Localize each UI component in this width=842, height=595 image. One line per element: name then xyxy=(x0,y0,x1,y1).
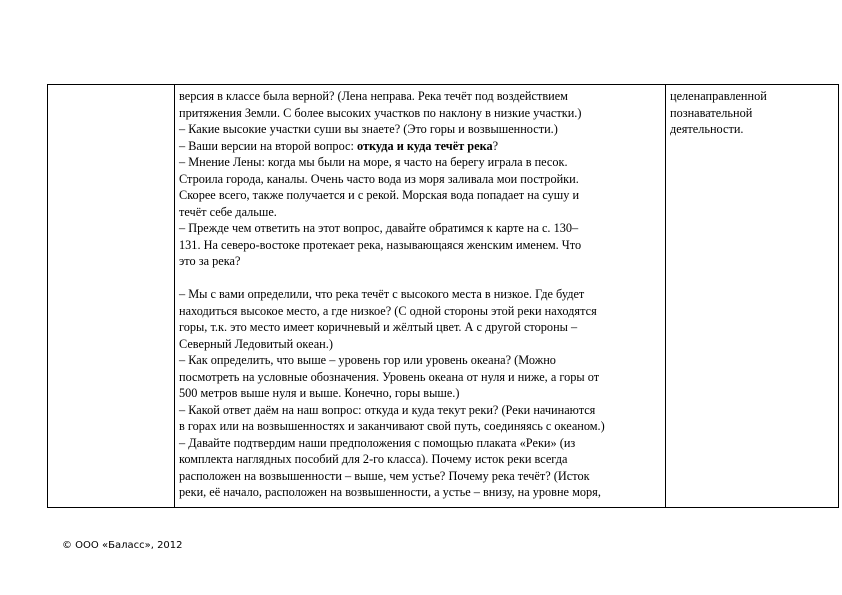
text-line: – Прежде чем ответить на этот вопрос, давайте обратимся к карте на с. 130– xyxy=(179,221,579,235)
text-line: расположен на возвышенности – выше, чем устье? Почему река течёт? (Исток xyxy=(179,468,590,483)
text-line xyxy=(179,270,660,287)
text-line: реки, её начало, расположен на возвышенности, а устье – внизу, на уровне моря, xyxy=(179,485,601,499)
text-line xyxy=(179,138,660,155)
text-line: – Какой ответ даём на наш вопрос: откуда и куда текут реки? (Реки начинаются xyxy=(179,402,596,417)
table-cell-goals xyxy=(666,85,838,507)
bold-question: откуда и куда течёт река xyxy=(356,138,493,153)
content-table xyxy=(47,84,839,508)
text-line: в горах или на возвышенностях и заканчивают свой путь, соединяясь с океаном.) xyxy=(179,419,605,433)
text-line: Строила города, каналы. Очень часто вода из моря заливала мои постройки. xyxy=(179,171,579,186)
text-line: – Как определить, что выше – уровень гор или уровень океана? (Можно xyxy=(179,353,556,367)
table-cell-lesson-text xyxy=(175,85,666,507)
text-line: Скорее всего, также получается и с рекой. Морская вода попадает на сушу и xyxy=(179,188,580,202)
text-line: горы, т.к. это место имеет коричневый и жёлтый цвет. А с другой стороны – xyxy=(179,320,578,334)
text-line: посмотреть на условные обозначения. Уровень океана от нуля и ниже, а горы от xyxy=(179,369,600,384)
footer-copyright: © ООО «Баласс», 2012 xyxy=(62,540,183,551)
text-segment: – Ваши версии на второй вопрос: xyxy=(179,138,357,153)
text-line: познавательной xyxy=(670,105,753,120)
text-line: течёт себе дальше. xyxy=(179,204,277,219)
table-cell-empty xyxy=(48,85,175,507)
text-line: притяжения Земли. С более высоких участков по наклону в низкие участки.) xyxy=(179,105,582,120)
text-line: – Мнение Лены: когда мы были на море, я часто на берегу играла в песок. xyxy=(179,155,568,169)
text-segment: ? xyxy=(492,138,499,153)
text-line: версия в классе была верной? (Лена неправа. Река течёт под воздействием xyxy=(179,89,568,103)
text-line: – Мы с вами определили, что река течёт с высокого места в низкое. Где будет xyxy=(179,287,585,301)
text-line: это за река? xyxy=(179,254,241,268)
text-line: 500 метров выше нуля и выше. Конечно, горы выше.) xyxy=(179,386,460,400)
text-line: – Какие высокие участки суши вы знаете? (Это горы и возвышенности.) xyxy=(179,122,558,136)
text-line: – Давайте подтвердим наши предположения с помощью плаката «Реки» (из xyxy=(179,435,576,450)
text-line: находиться высокое место, а где низкое? (С одной стороны этой реки находятся xyxy=(179,303,597,318)
text-line: 131. На северо-востоке протекает река, называющаяся женским именем. Что xyxy=(179,237,582,252)
text-line: деятельности. xyxy=(670,122,744,136)
text-line: комплекта наглядных пособий для 2-го класса). Почему исток реки всегда xyxy=(179,452,568,466)
text-line: Северный Ледовитый океан.) xyxy=(179,336,333,351)
text-line: целенаправленной xyxy=(670,89,767,103)
